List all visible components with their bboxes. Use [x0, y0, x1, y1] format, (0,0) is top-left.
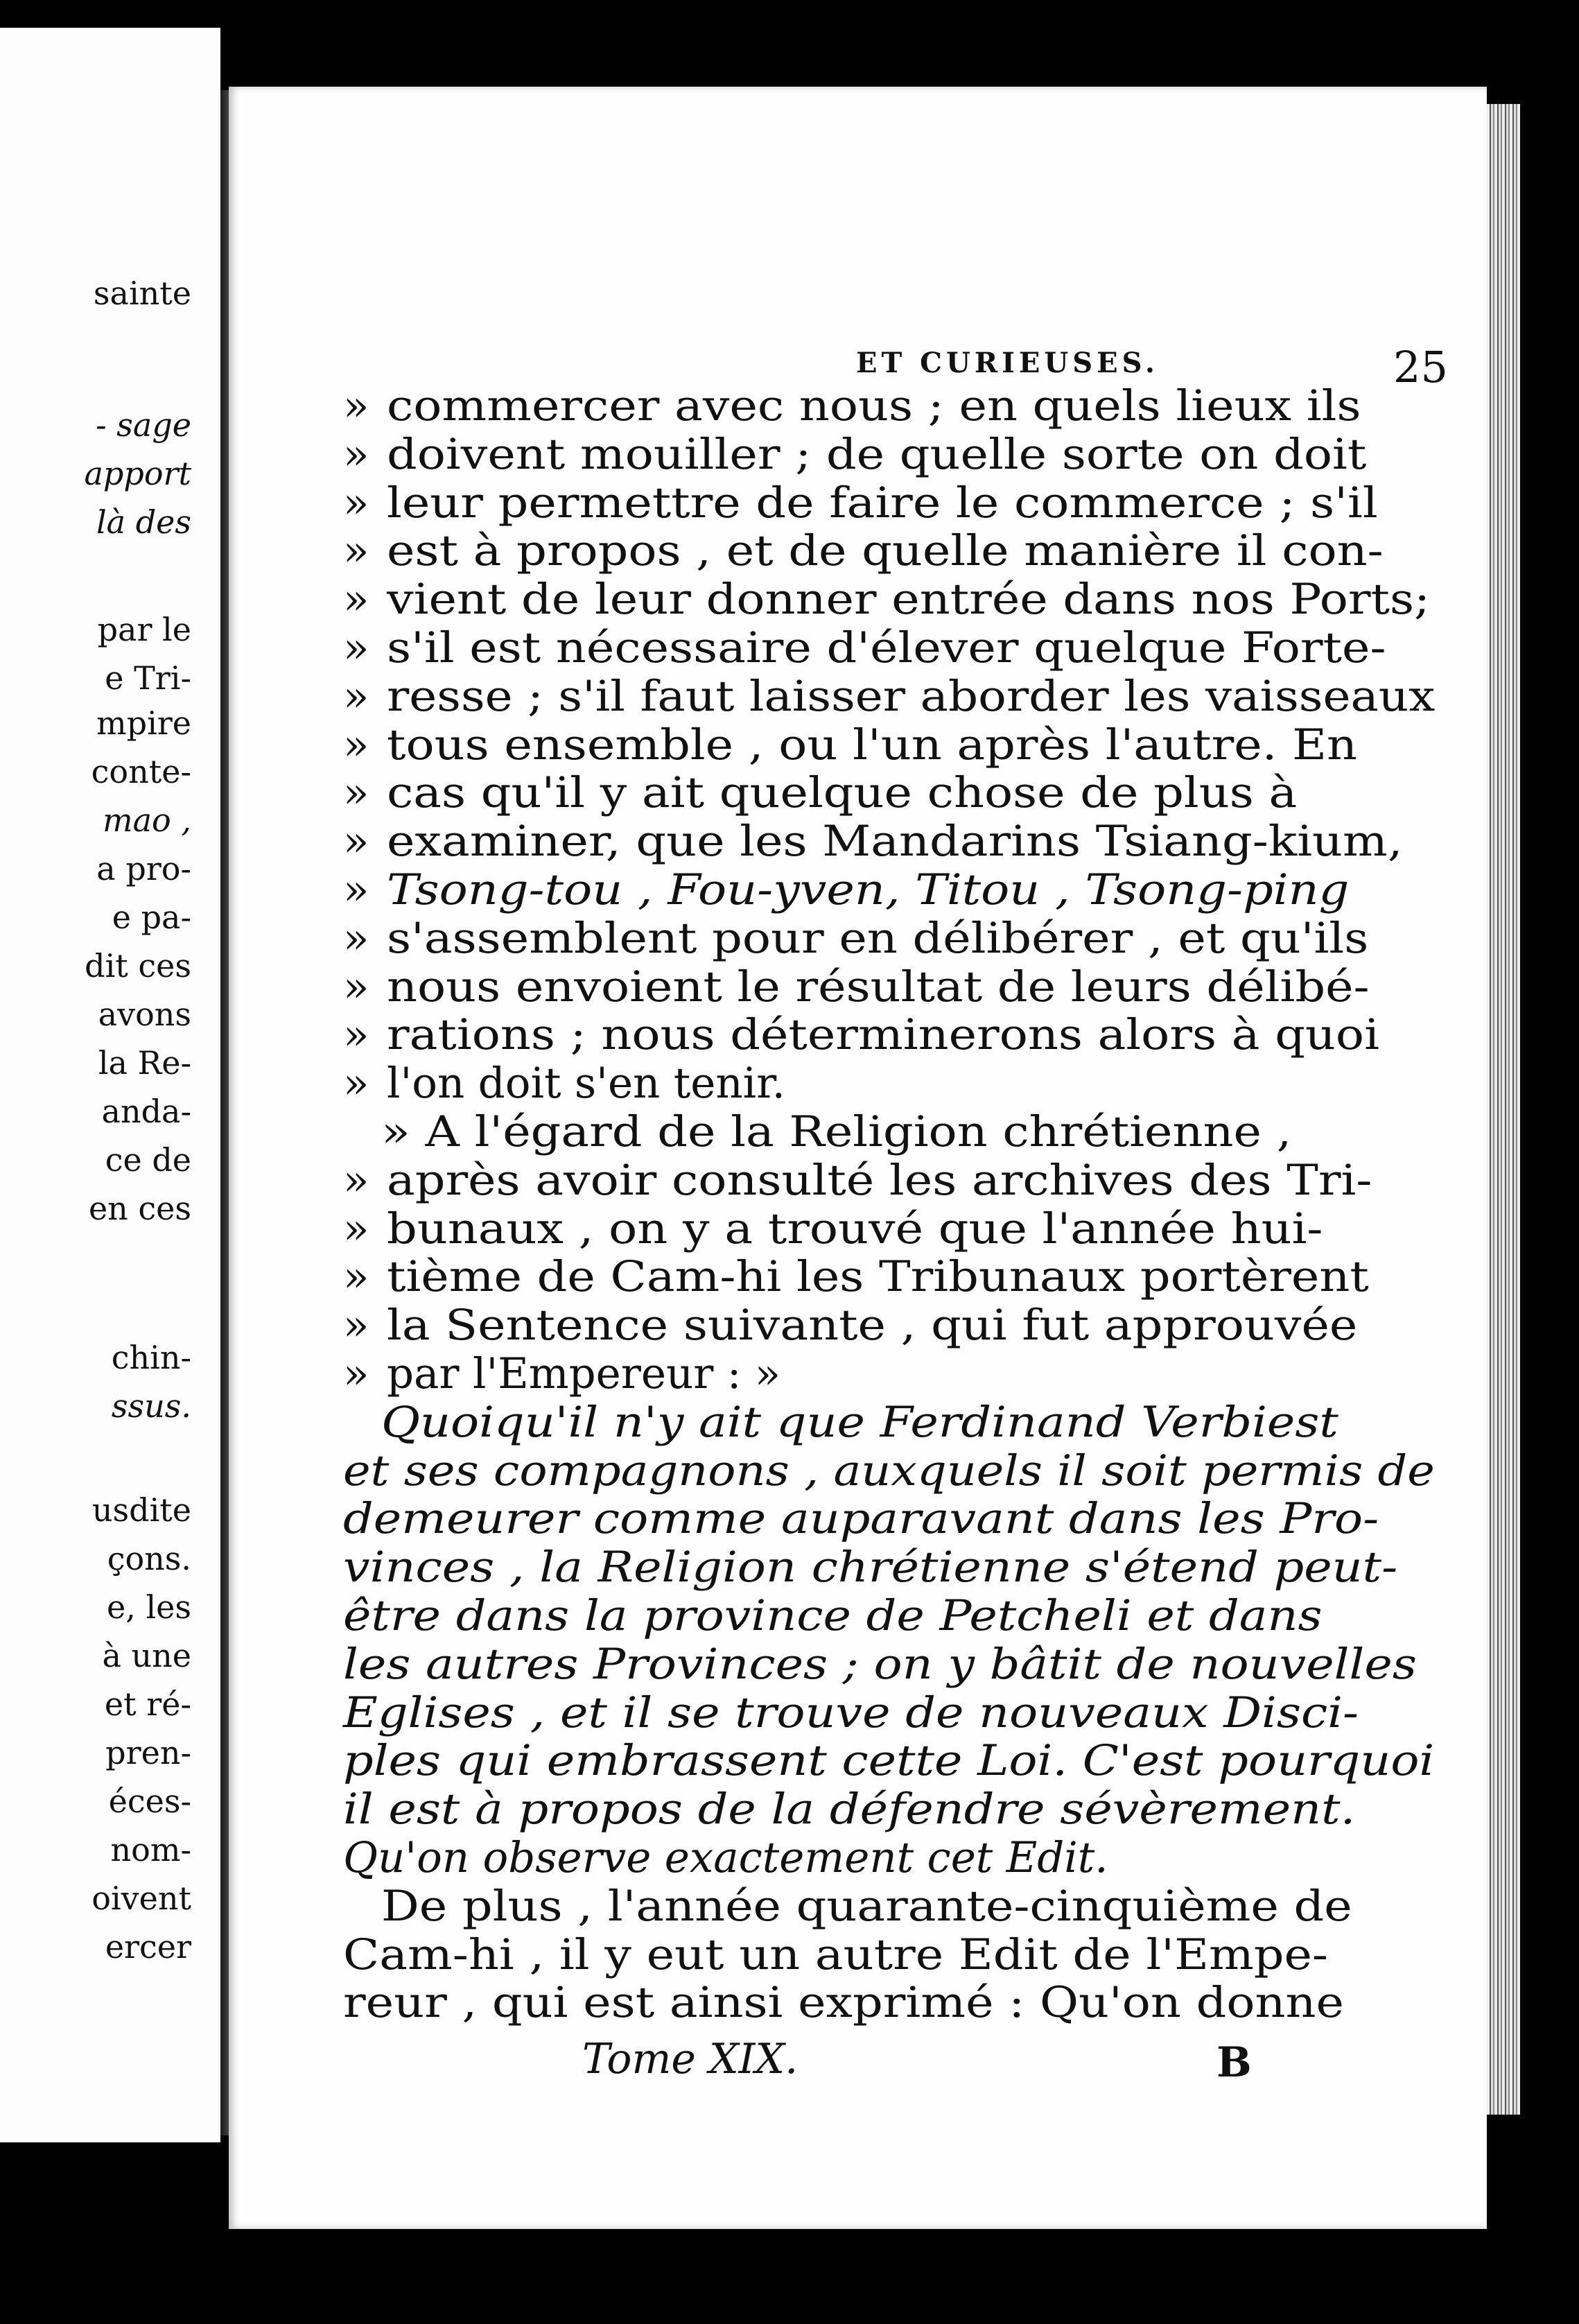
- left-page-line: nom-: [110, 1831, 191, 1868]
- text-line: bunaux , on y a trouvé que l'année hui-: [387, 1204, 1323, 1254]
- left-page-line: oivent: [91, 1880, 191, 1917]
- quote-mark: »: [343, 526, 369, 576]
- left-page-line: chin-: [111, 1339, 191, 1376]
- text-line: cas qu'il y ait quelque chose de plus à: [387, 768, 1298, 818]
- quote-mark: »: [343, 720, 369, 770]
- running-head: ET CURIEUSES.: [856, 347, 1159, 379]
- quote-mark: »: [343, 381, 369, 431]
- quote-mark: »: [343, 817, 369, 867]
- text-line: vinces , la Religion chrétienne s'étend peut-: [343, 1543, 1398, 1593]
- left-page-line: ce de: [105, 1141, 191, 1179]
- text-line: commercer avec nous ; en quels lieux ils: [387, 381, 1361, 431]
- left-page-line: e pa-: [112, 899, 191, 936]
- text-line: tième de Cam-hi les Tribunaux portèrent: [387, 1252, 1369, 1302]
- text-line: resse ; s'il faut laisser aborder les vaisseaux: [387, 671, 1436, 721]
- text-line: par l'Empereur : »: [387, 1349, 781, 1398]
- right-page: [229, 87, 1487, 2229]
- quote-mark: »: [343, 575, 369, 625]
- text-line: Qu'on observe exactement cet Edit.: [343, 1833, 1108, 1882]
- left-page-line: avons: [98, 996, 191, 1033]
- left-page-line: dit ces: [85, 947, 191, 985]
- quote-mark: »: [343, 1059, 369, 1109]
- text-line: s'il est nécessaire d'élever quelque Forte-: [387, 623, 1386, 673]
- left-page-line: et ré-: [104, 1685, 191, 1723]
- text-line: après avoir consulté les archives des Tri-: [387, 1155, 1372, 1205]
- left-page-line: ercer: [105, 1928, 191, 1966]
- quote-mark: »: [343, 1252, 369, 1302]
- text-line: Tsong-tou , Fou-yven, Titou , Tsong-ping: [387, 865, 1350, 914]
- left-page-line: par le: [97, 611, 191, 648]
- left-page-line: çons.: [107, 1540, 191, 1577]
- left-page-line: éces-: [108, 1783, 191, 1820]
- text-line: Cam-hi , il y eut un autre Edit de l'Empe-: [343, 1930, 1328, 1979]
- quote-mark: »: [343, 1349, 369, 1398]
- left-page-line: mao ,: [103, 801, 191, 839]
- left-page-line: e Tri-: [105, 659, 191, 697]
- quote-mark: »: [343, 768, 369, 818]
- left-page-line: mpire: [96, 704, 191, 742]
- quote-mark: »: [343, 1155, 369, 1205]
- text-line: Eglises , et il se trouve de nouveaux Disci-: [343, 1688, 1359, 1737]
- left-page-line: à une: [102, 1637, 191, 1674]
- text-line: s'assemblent pour en délibérer , et qu'ils: [387, 913, 1369, 963]
- text-line: tous ensemble , ou l'un après l'autre. En: [387, 720, 1357, 770]
- text-line: » A l'égard de la Religion chrétienne ,: [381, 1107, 1292, 1156]
- left-page-line: - sage: [96, 406, 191, 444]
- text-line: De plus , l'année quarante-cinquième de: [381, 1881, 1352, 1931]
- text-line: examiner, que les Mandarins Tsiang-kium,: [387, 817, 1403, 867]
- text-line: demeurer comme auparavant dans les Pro-: [343, 1494, 1379, 1544]
- text-line: leur permettre de faire le commerce ; s'il: [387, 478, 1378, 528]
- left-page-line: là des: [96, 503, 191, 541]
- quote-mark: »: [343, 1010, 369, 1060]
- text-line: reur , qui est ainsi exprimé : Qu'on donne: [343, 1978, 1344, 2028]
- quote-mark: »: [343, 1301, 369, 1351]
- text-line: les autres Provinces ; on y bâtit de nouvelles: [343, 1639, 1417, 1689]
- left-page-line: sainte: [93, 275, 191, 312]
- left-page-fragment: [0, 28, 220, 2142]
- quote-mark: »: [343, 962, 369, 1012]
- text-line: être dans la province de Petcheli et dans: [343, 1591, 1323, 1640]
- quote-mark: »: [343, 478, 369, 528]
- left-page-line: usdite: [91, 1491, 191, 1529]
- quote-mark: »: [343, 429, 369, 479]
- quote-mark: »: [343, 913, 369, 963]
- text-line: ples qui embrassent cette Loi. C'est pourquoi: [343, 1736, 1435, 1786]
- text-line: rations ; nous déterminerons alors à quoi: [387, 1010, 1379, 1060]
- left-page-line: e, les: [106, 1588, 191, 1626]
- quote-mark: »: [343, 1204, 369, 1254]
- text-line: vient de leur donner entrée dans nos Ports;: [387, 575, 1431, 625]
- text-line: la Sentence suivante , qui fut approuvée: [387, 1301, 1358, 1351]
- quote-mark: »: [343, 671, 369, 721]
- left-page-line: apport: [84, 455, 191, 492]
- text-line: nous envoient le résultat de leurs délibé-: [387, 962, 1370, 1012]
- text-line: et ses compagnons , auxquels il soit permis de: [343, 1446, 1435, 1495]
- quote-mark: »: [343, 623, 369, 673]
- signature-letter: B: [1216, 2038, 1252, 2087]
- left-page-line: a pro-: [96, 850, 191, 887]
- quote-mark: »: [343, 865, 369, 914]
- left-page-line: ssus.: [111, 1387, 191, 1425]
- page-number: 25: [1393, 342, 1448, 392]
- left-page-line: la Re-: [98, 1044, 191, 1082]
- text-line: est à propos , et de quelle manière il con-: [387, 526, 1384, 576]
- left-page-line: en ces: [88, 1190, 191, 1227]
- left-page-line: conte-: [91, 753, 191, 790]
- text-line: il est à propos de la défendre sévèrement.: [343, 1785, 1356, 1835]
- left-page-line: anda-: [101, 1093, 191, 1130]
- left-page-line: pren-: [105, 1734, 191, 1771]
- signature-tome: Tome XIX.: [582, 2035, 799, 2083]
- text-line: Quoiqu'il n'y ait que Ferdinand Verbiest: [381, 1397, 1338, 1447]
- text-line: l'on doit s'en tenir.: [387, 1059, 785, 1109]
- text-line: doivent mouiller ; de quelle sorte on doit: [387, 429, 1367, 479]
